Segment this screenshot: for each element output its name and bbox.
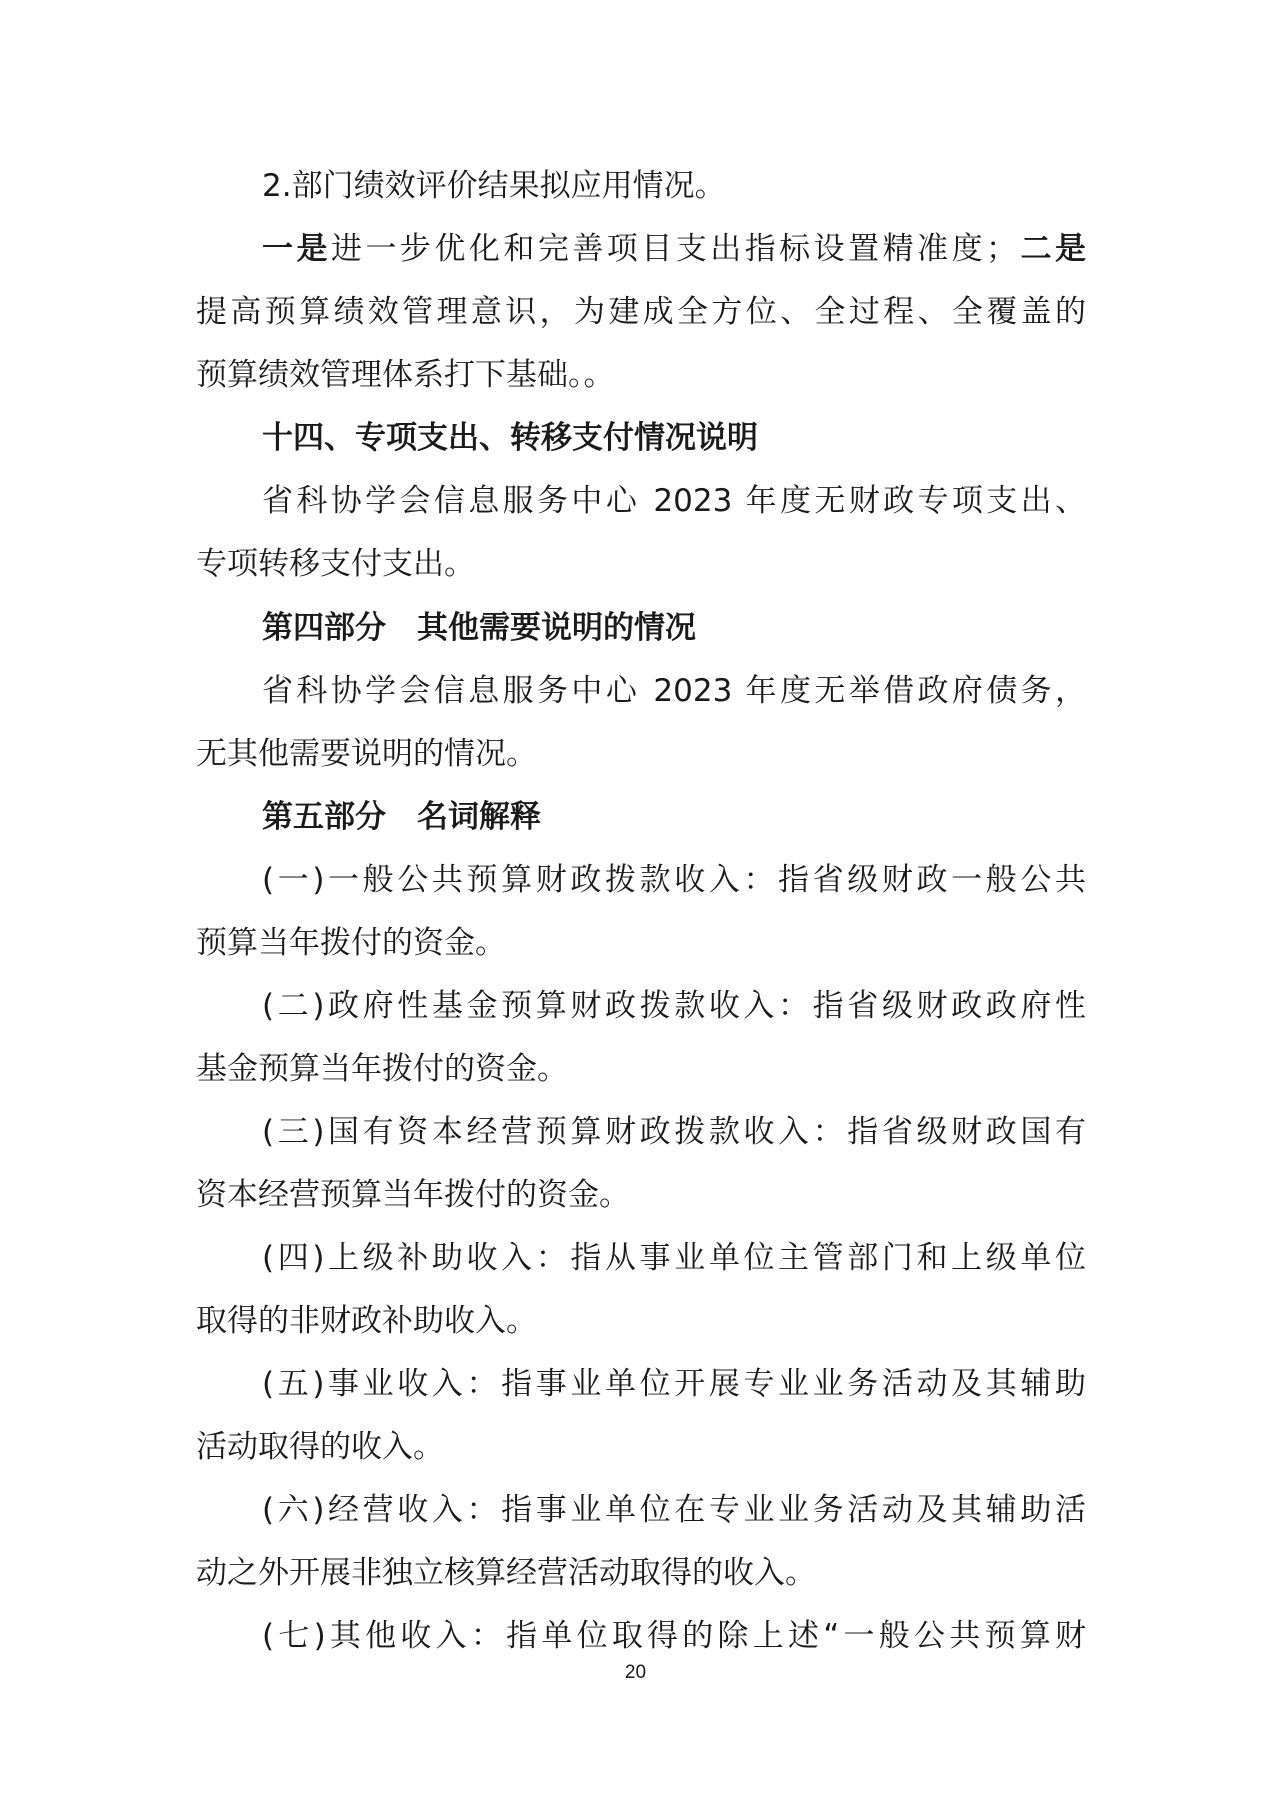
emphasis-text: 一是: [262, 231, 331, 267]
definition-line: 预算当年拨付的资金。: [196, 925, 506, 961]
definition-line: (五)事业收入：指事业单位开展专业业务活动及其辅助: [262, 1366, 1086, 1402]
page-number: 20: [624, 1662, 647, 1683]
emphasis-text: 二是: [1017, 231, 1086, 267]
definition-line: (二)政府性基金预算财政拨款收入：指省级财政政府性: [262, 988, 1086, 1024]
paragraph-line: 2.部门绩效评价结果拟应用情况。: [262, 168, 726, 204]
body-text: 进一步优化和完善项目支出指标设置精准度；: [330, 231, 1018, 267]
definition-line: (四)上级补助收入：指从事业单位主管部门和上级单位: [262, 1240, 1086, 1276]
definition-line: (六)经营收入：指事业单位在专业业务活动及其辅助活: [262, 1492, 1086, 1528]
definition-line: (一)一般公共预算财政拨款收入：指省级财政一般公共: [262, 862, 1086, 898]
definition-line: (三)国有资本经营预算财政拨款收入：指省级财政国有: [262, 1114, 1086, 1150]
definition-line: 动之外开展非独立核算经营活动取得的收入。: [196, 1555, 816, 1591]
paragraph-line: 提高预算绩效管理意识，为建成全方位、全过程、全覆盖的: [196, 294, 1086, 330]
definition-line: (七)其他收入：指单位取得的除上述“一般公共预算财: [262, 1618, 1086, 1654]
definition-line: 取得的非财政补助收入。: [196, 1303, 537, 1339]
section-heading: 第五部分 名词解释: [262, 799, 541, 835]
paragraph-line: 预算绩效管理体系打下基础。。: [196, 357, 615, 393]
section-heading: 十四、专项支出、转移支付情况说明: [262, 420, 758, 456]
paragraph-line: 省科协学会信息服务中心 2023 年度无财政专项支出、: [262, 483, 1086, 519]
paragraph-line: 专项转移支付支出。: [196, 546, 475, 582]
paragraph-line: 无其他需要说明的情况。: [196, 736, 537, 772]
paragraph-line: [262, 221, 1086, 277]
definition-line: 资本经营预算当年拨付的资金。: [196, 1177, 630, 1213]
paragraph-line: 省科协学会信息服务中心 2023 年度无举借政府债务，: [262, 673, 1086, 709]
definition-line: 活动取得的收入。: [196, 1429, 444, 1465]
definition-line: 基金预算当年拨付的资金。: [196, 1051, 568, 1087]
section-heading: 第四部分 其他需要说明的情况: [262, 610, 696, 646]
